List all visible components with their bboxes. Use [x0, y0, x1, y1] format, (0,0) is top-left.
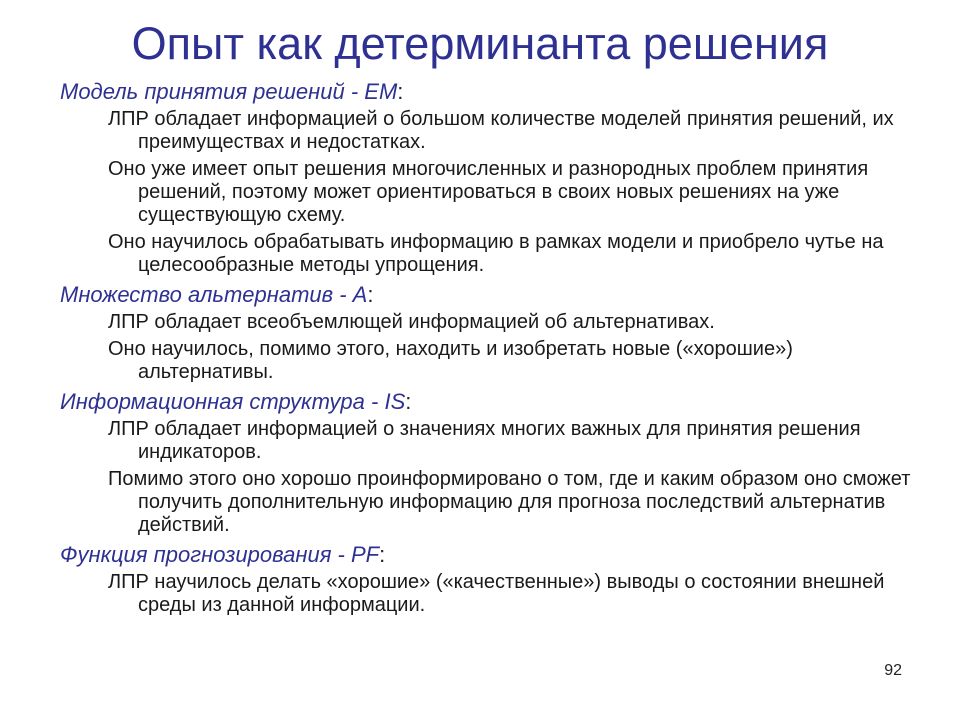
- list-item: Оно научилось обрабатывать информацию в рамках модели и приобрело чутье на целесообразные методы упрощения.: [108, 231, 884, 276]
- heading-text: Функция прогнозирования - PF: [60, 542, 380, 567]
- heading-text: Информационная структура - IS: [60, 389, 406, 414]
- section-em: [60, 80, 930, 277]
- section-a: [60, 283, 930, 384]
- list-item: Оно уже имеет опыт решения многочисленных и разнородных проблем принятия решений, поэтому может ориентироваться в своих новых решениях на уже существующую схему.: [108, 158, 869, 226]
- list-item: Оно научилось, помимо этого, находить и изобретать новые («хорошие») альтернативы.: [108, 338, 793, 383]
- heading-colon: :: [367, 282, 374, 307]
- heading-colon: :: [405, 389, 412, 414]
- section-is: [60, 390, 930, 537]
- list-item: ЛПР обладает информацией о значениях многих важных для принятия решения индикаторов.: [108, 418, 861, 463]
- list-item: Помимо этого оно хорошо проинформировано о том, где и каким образом оно сможет получить дополнительную информацию для прогноза последствий альтернатив действий.: [108, 468, 911, 536]
- section-heading: [60, 80, 930, 104]
- heading-text: Модель принятия решений - EM: [60, 79, 398, 104]
- section-heading: [60, 283, 930, 307]
- list-item: ЛПР научилось делать «хорошие» («качественные») выводы о состоянии внешней среды из данной информации.: [108, 571, 885, 616]
- section-heading: [60, 390, 930, 414]
- section-heading: [60, 543, 930, 567]
- heading-text: Множество альтернатив - A: [60, 282, 368, 307]
- heading-colon: :: [379, 542, 386, 567]
- section-pf: [60, 543, 930, 617]
- list-item: ЛПР обладает всеобъемлющей информацией об альтернативах.: [108, 311, 715, 333]
- slide-content: [60, 74, 930, 617]
- page-number: 92: [884, 662, 902, 679]
- heading-colon: :: [397, 79, 404, 104]
- list-item: ЛПР обладает информацией о большом количестве моделей принятия решений, их преимуществах и недостатках.: [108, 108, 894, 153]
- slide-title: Опыт как детерминанта решения: [131, 18, 829, 69]
